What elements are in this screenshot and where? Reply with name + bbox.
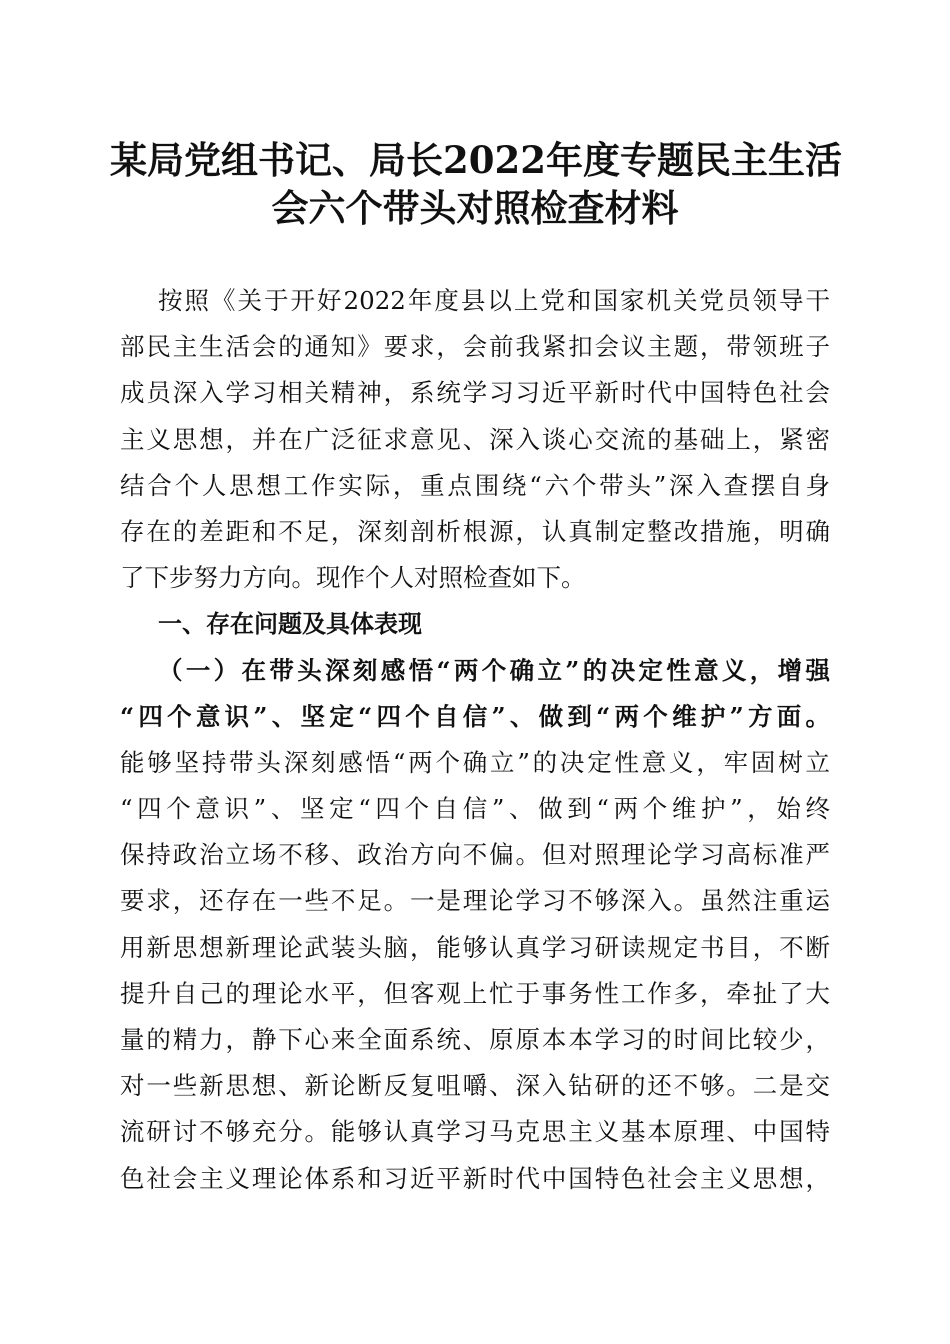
paragraph-line: 部民主生活会的通知》要求，会前我紧扣会议主题，带领班子 bbox=[120, 332, 830, 362]
paragraph-line: 主义思想，并在广泛征求意见、深入谈心交流的基础上，紧密 bbox=[120, 424, 830, 454]
paragraph-line: 结合个人思想工作实际，重点围绕“六个带头”深入查摆自身 bbox=[120, 470, 830, 500]
paragraph-line: 按照《关于开好2022年度县以上党和国家机关党员领导干 bbox=[158, 286, 830, 315]
document-title-line-2: 会六个带头对照检查材料 bbox=[271, 186, 679, 230]
document-body bbox=[120, 278, 830, 1202]
paragraph-line: 要求，还存在一些不足。一是理论学习不够深入。虽然注重运 bbox=[120, 886, 830, 916]
paragraph-line: “四个意识”、坚定“四个自信”、做到“两个维护”，始终 bbox=[120, 794, 830, 824]
paragraph-line: 提升自己的理论水平，但客观上忙于事务性工作多，牵扯了大 bbox=[120, 978, 830, 1008]
paragraph-line: 用新思想新理论武装头脑，能够认真学习研读规定书目，不断 bbox=[120, 932, 830, 962]
paragraph-line: 色社会主义理论体系和习近平新时代中国特色社会主义思想， bbox=[120, 1163, 830, 1193]
paragraph-line: 流研讨不够充分。能够认真学习马克思主义基本原理、中国特 bbox=[120, 1117, 830, 1147]
paragraph-line: 能够坚持带头深刻感悟“两个确立”的决定性意义，牢固树立 bbox=[120, 747, 830, 777]
paragraph-line: 保持政治立场不移、政治方向不偏。但对照理论学习高标准严 bbox=[120, 840, 830, 870]
paragraph-line: 存在的差距和不足，深刻剖析根源，认真制定整改措施，明确 bbox=[120, 516, 830, 546]
section-heading: 一、存在问题及具体表现 bbox=[158, 610, 422, 639]
paragraph-line: 成员深入学习相关精神，系统学习习近平新时代中国特色社会 bbox=[120, 378, 830, 408]
document-title-line-1: 某局党组书记、局长2022年度专题民主生活 bbox=[110, 138, 842, 182]
paragraph-line: 对一些新思想、新论断反复咀嚼、深入钻研的还不够。二是交 bbox=[120, 1071, 830, 1101]
paragraph-line: 了下步努力方向。现作个人对照检查如下。 bbox=[120, 563, 586, 593]
subsection-heading-line: “四个意识”、坚定“四个自信”、做到“两个维护”方面。 bbox=[120, 701, 830, 731]
paragraph-line: 量的精力，静下心来全面系统、原原本本学习的时间比较少， bbox=[120, 1025, 830, 1054]
subsection-heading-line: （一）在带头深刻感悟“两个确立”的决定性意义，增强 bbox=[158, 655, 830, 685]
